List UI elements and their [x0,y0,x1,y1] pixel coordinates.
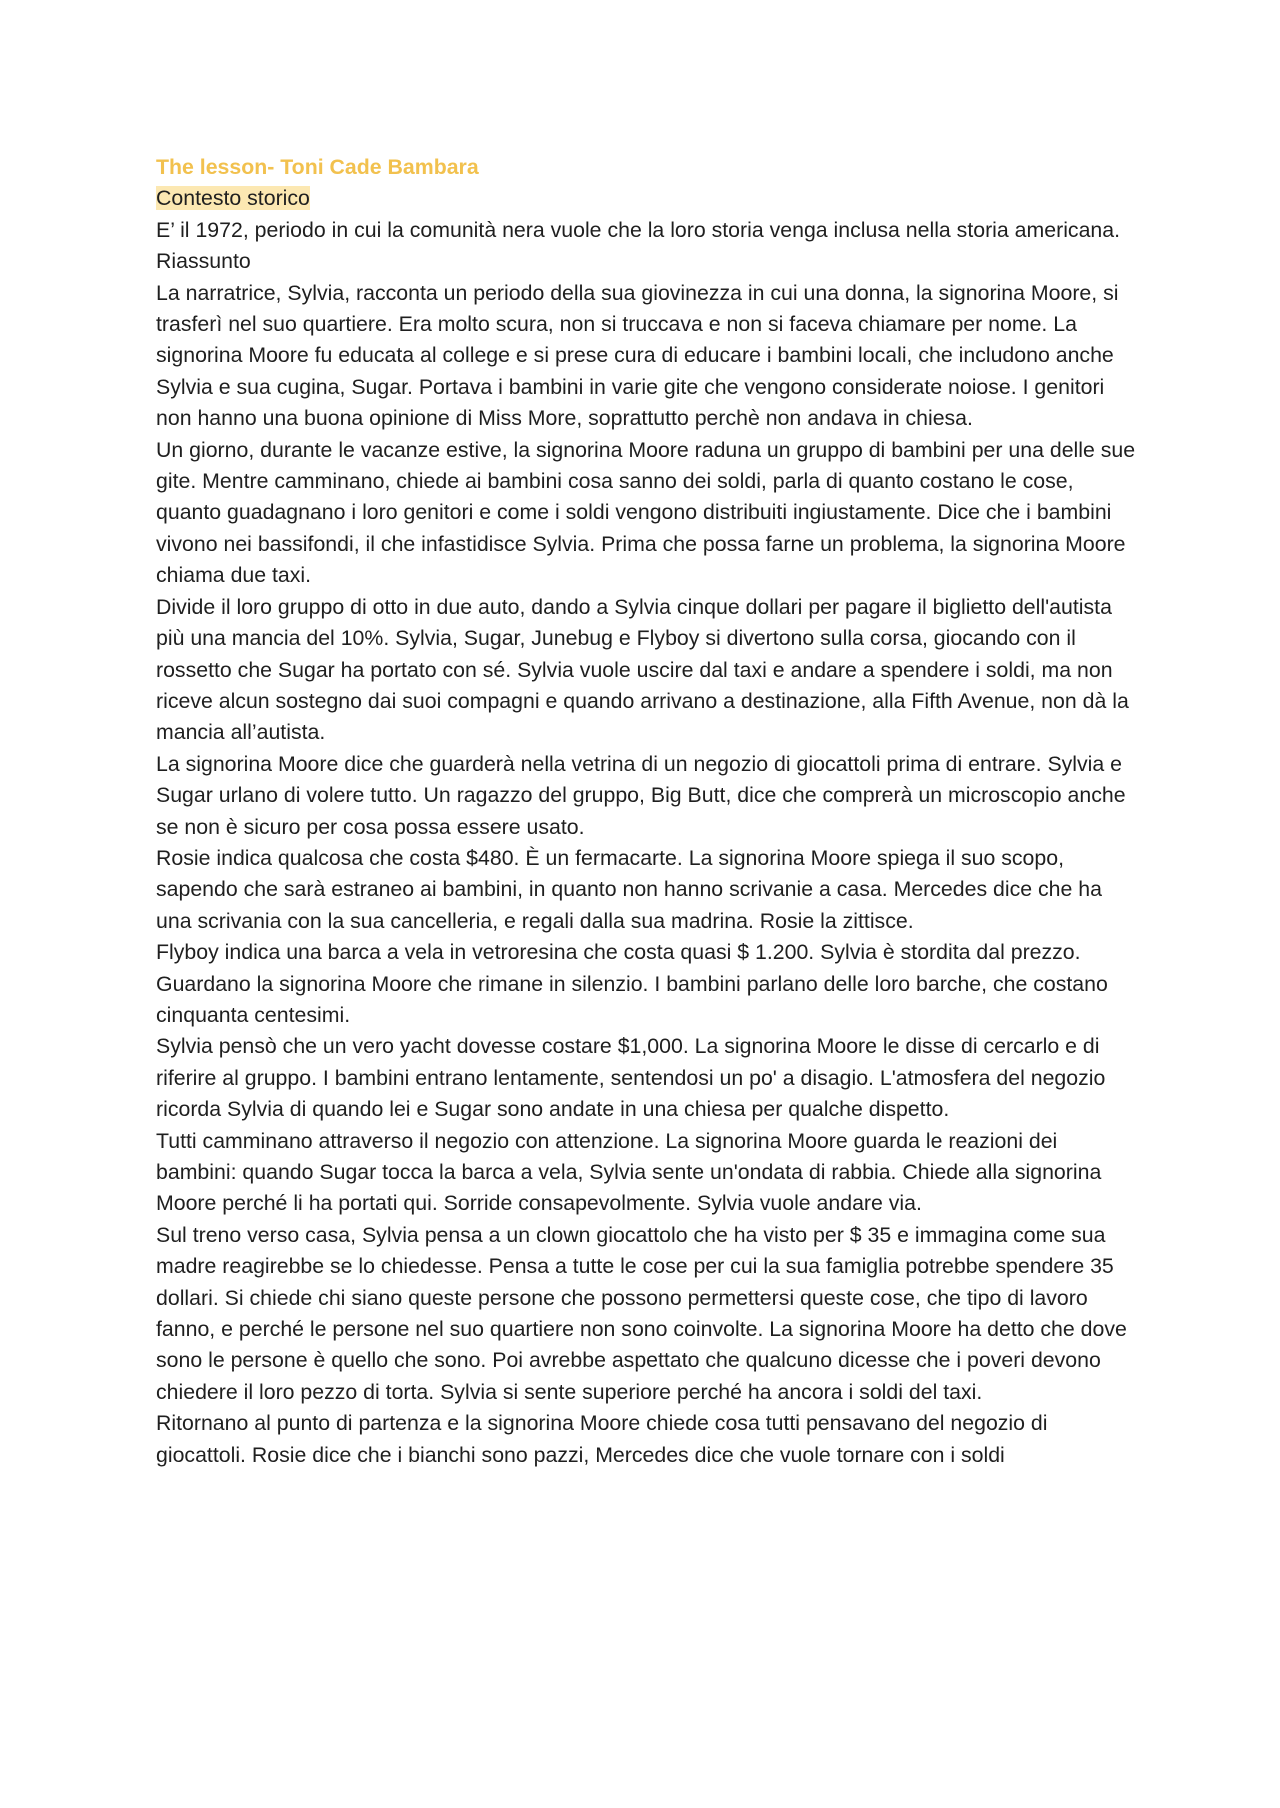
summary-paragraph-9: Sul treno verso casa, Sylvia pensa a un clown giocattolo che ha visto per $ 35 e immagina come sua madre reagirebbe se lo chiedesse. Pensa a tutte le cose per cui la sua famiglia potrebbe spendere 35 dollari. Si chiede chi siano queste persone che possono permettersi queste cose, che tipo di lavoro fanno, e perché le persone nel suo quartiere non sono coinvolte. La signorina Moore ha detto che dove sono le persone è quello che sono. Poi avrebbe aspettato che qualcuno dicesse che i poveri devono chiedere il loro pezzo di torta. Sylvia si sente superiore perché ha ancora i soldi del taxi. [156,1222,1127,1404]
highlighted-heading: Contesto storico [156,186,310,211]
summary-paragraph-8: Tutti camminano attraverso il negozio con attenzione. La signorina Moore guarda le reazioni dei bambini: quando Sugar tocca la barca a vela, Sylvia sente un'ondata di rabbia. Chiede alla signorina Moore perché li ha portati qui. Sorride consapevolmente. Sylvia vuole andare via. [156,1128,1102,1216]
summary-paragraph-5: Rosie indica qualcosa che costa $480. È un fermacarte. La signorina Moore spiega il suo scopo, sapendo che sarà estraneo ai bambini, in quanto non hanno scrivanie a casa. Mercedes dice che ha una scrivania con la sua cancelleria, e regali dalla sua madrina. Rosie la zittisce. [156,845,1102,933]
summary-paragraph-2: Un giorno, durante le vacanze estive, la signorina Moore raduna un gruppo di bambini per una delle sue gite. Mentre camminano, chiede ai bambini cosa sanno dei soldi, parla di quanto costano le cose, quanto guadagnano i loro genitori e come i soldi vengono distribuiti ingiustamente. Dice che i bambini vivono nei bassifondi, il che infastidisce Sylvia. Prima che possa farne un problema, la signorina Moore chiama due taxi. [156,437,1136,588]
summary-paragraph-3: Divide il loro gruppo di otto in due auto, dando a Sylvia cinque dollari per pagare il biglietto dell'autista più una mancia del 10%. Sylvia, Sugar, Junebug e Flyboy si divertono sulla corsa, giocando con il rossetto che Sugar ha portato con sé. Sylvia vuole uscire dal taxi e andare a spendere i soldi, ma non riceve alcun sostegno dai suoi compagni e quando arrivano a destinazione, alla Fifth Avenue, non dà la mancia all’autista. [156,594,1129,745]
summary-paragraph-10: Ritornano al punto di partenza e la signorina Moore chiede cosa tutti pensavano del negozio di giocattoli. Rosie dice che i bianchi sono pazzi, Mercedes dice che vuole tornare con i soldi [156,1411,1048,1467]
section-heading-context [156,183,1136,214]
summary-paragraph-7: Sylvia pensò che un vero yacht dovesse costare $1,000. La signorina Moore le disse di cercarlo e di riferire al gruppo. I bambini entrano lentamente, sentendosi un po' a disagio. L'atmosfera del negozio ricorda Sylvia di quando lei e Sugar sono andate in una chiesa per qualche dispetto. [156,1034,1106,1122]
section-heading-summary: Riassunto [156,249,251,274]
context-paragraph: E’ il 1972, periodo in cui la comunità nera vuole che la loro storia venga inclusa nella storia americana. [156,217,1121,242]
summary-paragraph-1: La narratrice, Sylvia, racconta un periodo della sua giovinezza in cui una donna, la signorina Moore, si trasferì nel suo quartiere. Era molto scura, non si truccava e non si faceva chiamare per nome. La signorina Moore fu educata al college e si prese cura di educare i bambini locali, che includono anche Sylvia e sua cugina, Sugar. Portava i bambini in varie gite che vengono considerate noiose. I genitori non hanno una buona opinione di Miss More, soprattutto perchè non andava in chiesa. [156,280,1119,431]
summary-paragraph-6: Flyboy indica una barca a vela in vetroresina che costa quasi $ 1.200. Sylvia è stordita dal prezzo. Guardano la signorina Moore che rimane in silenzio. I bambini parlano delle loro barche, che costano cinquanta centesimi. [156,940,1108,1027]
document-body [156,152,1136,1471]
document-title: The lesson- Toni Cade Bambara [156,155,479,179]
summary-paragraph-4: La signorina Moore dice che guarderà nella vetrina di un negozio di giocattoli prima di entrare. Sylvia e Sugar urlano di volere tutto. Un ragazzo del gruppo, Big Butt, dice che comprerà un microscopio anche se non è sicuro per cosa possa essere usato. [156,751,1126,839]
